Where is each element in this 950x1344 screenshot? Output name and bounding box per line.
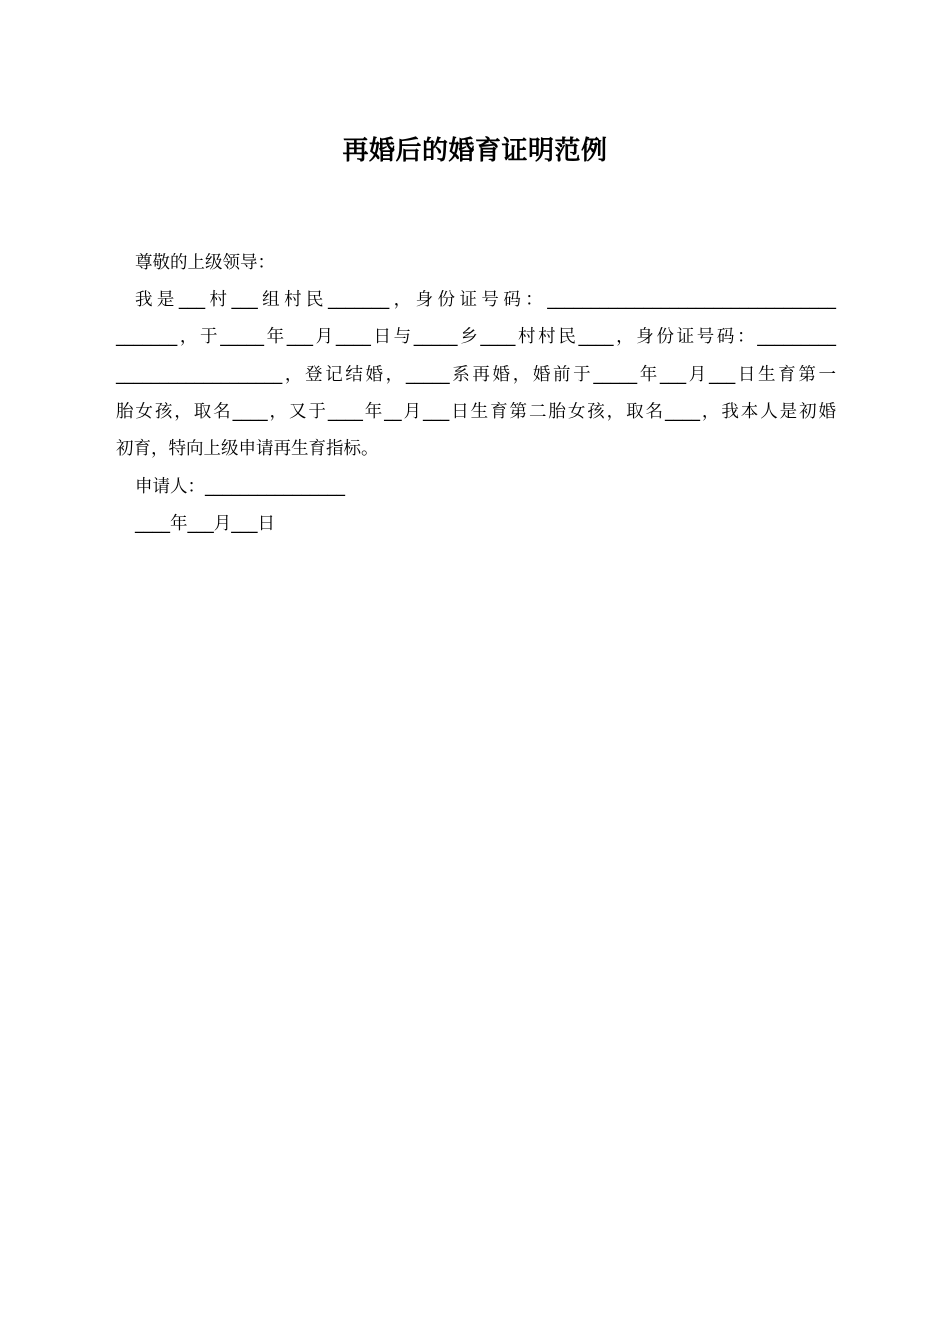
date-line: ____年___月___日 — [135, 514, 275, 534]
paragraph-line-1: 我是___村___组村民_______，身份证号码：_________________________________ — [135, 290, 836, 310]
paragraph-line-5: 初育，特向上级申请再生育指标。 — [116, 439, 379, 459]
paragraph-line-2: _______，于_____年___月____日与_____乡____村村民____，身份证号码：_________ — [116, 327, 836, 347]
salutation: 尊敬的上级领导： — [135, 253, 275, 273]
applicant-signature-line: 申请人：________________ — [135, 477, 345, 497]
document-title: 再婚后的婚育证明范例 — [342, 136, 608, 166]
paragraph-line-4: 胎女孩，取名____，又于____年__月___日生育第二胎女孩，取名____，我本人是初婚 — [116, 402, 836, 422]
paragraph-line-3: ___________________，登记结婚，_____系再婚，婚前于_____年___月___日生育第一 — [116, 365, 836, 385]
